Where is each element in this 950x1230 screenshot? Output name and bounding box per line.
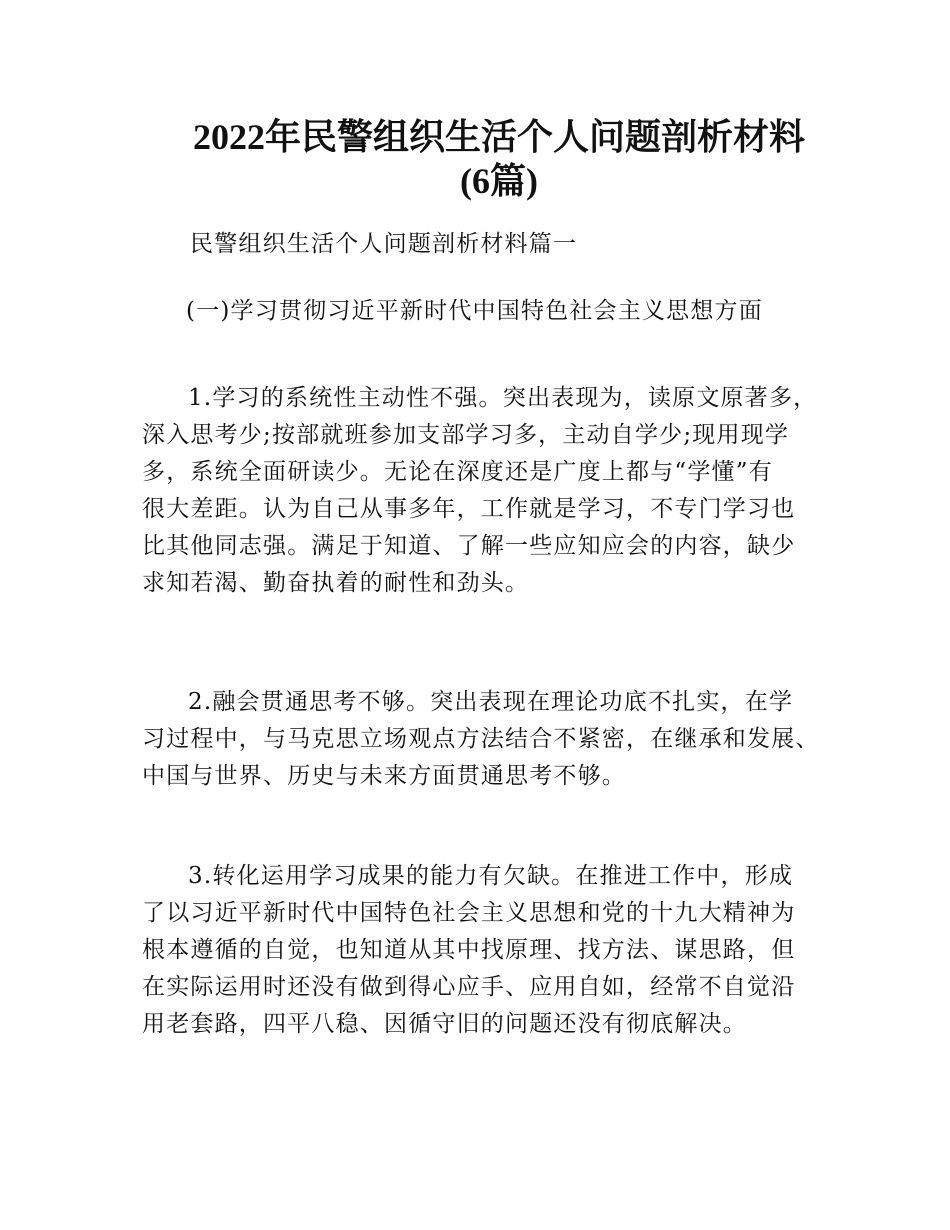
subsection-title: (一)学习贯彻习近平新时代中国特色社会主义思想方面: [186, 298, 763, 324]
paragraph-line: 1.学习的系统性主动性不强。突出表现为，读原文原著多，: [188, 385, 818, 411]
paragraph-line: 在实际运用时还没有做到得心应手、应用自如，经常不自觉沿: [142, 974, 796, 1000]
paragraph-1: [142, 380, 832, 602]
paragraph-3: [142, 858, 832, 1043]
paragraph-line: 比其他同志强。满足于知道、了解一些应知应会的内容，缺少: [142, 533, 796, 559]
paragraph-line: 习过程中，与马克思立场观点方法结合不紧密，在继承和发展、: [142, 726, 820, 752]
paragraph-line: 多，系统全面研读少。无论在深度还是广度上都与“学懂”有: [142, 459, 773, 485]
paragraph-line: 深入思考少;按部就班参加支部学习多，主动自学少;现用现学: [142, 422, 790, 448]
document-title: 2022年民警组织生活个人问题剖析材料: [192, 117, 805, 157]
paragraph-line: 根本遵循的自觉，也知道从其中找原理、找方法、谋思路，但: [142, 937, 796, 963]
paragraph-line: 2.融会贯通思考不够。突出表现在理论功底不扎实，在学: [188, 689, 794, 715]
paragraph-line: 用老套路，四平八稳、因循守旧的问题还没有彻底解决。: [142, 1011, 747, 1037]
paragraph-line: 求知若渴、勤奋执着的耐性和劲头。: [142, 570, 530, 596]
paragraph-line: 3.转化运用学习成果的能力有欠缺。在推进工作中，形成: [188, 863, 794, 889]
paragraph-line: 中国与世界、历史与未来方面贯通思考不够。: [142, 763, 626, 789]
section-title: 民警组织生活个人问题剖析材料篇一: [190, 231, 578, 257]
paragraph-2: [142, 684, 832, 795]
paragraph-line: 了以习近平新时代中国特色社会主义思想和党的十九大精神为: [142, 900, 796, 926]
paragraph-line: 很大差距。认为自己从事多年，工作就是学习，不专门学习也: [142, 496, 796, 522]
document-title-count: (6篇): [460, 161, 538, 201]
